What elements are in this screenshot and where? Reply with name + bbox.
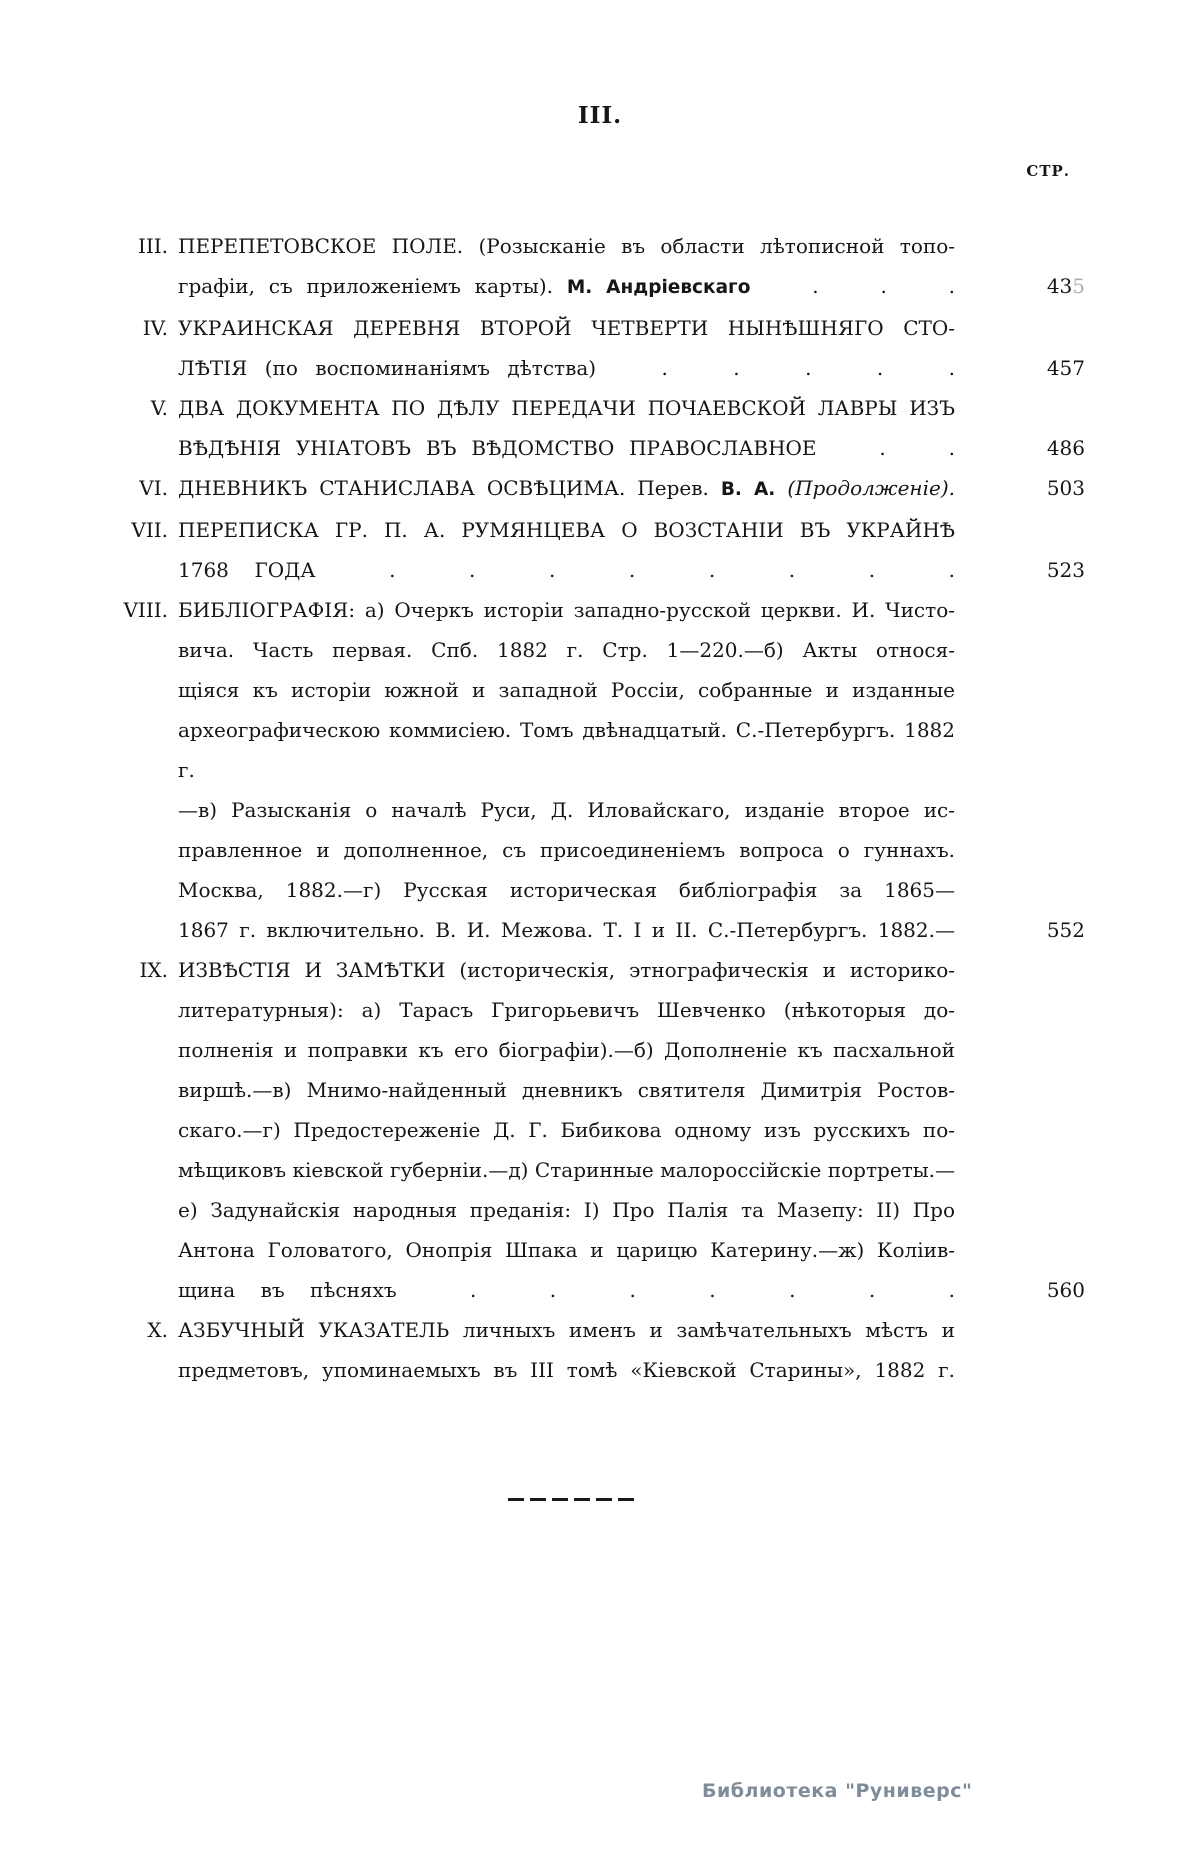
dot-leader: . . . xyxy=(750,274,955,298)
toc-entry xyxy=(118,468,1085,510)
toc-line xyxy=(178,388,1085,428)
entry-number: IX. xyxy=(139,958,168,982)
line-text xyxy=(178,870,955,910)
text-run: —в) Разысканія о началѣ Руси, Д. Иловайскаго, изданіе второе ис- xyxy=(178,798,955,822)
toc-line xyxy=(178,1030,1085,1070)
line-text xyxy=(178,468,955,510)
line-text xyxy=(178,266,955,308)
dot-leader: . . . . . xyxy=(596,356,955,380)
entry-number: VII. xyxy=(131,518,168,542)
line-text xyxy=(178,1230,955,1270)
toc-entry xyxy=(118,590,1085,950)
toc-line xyxy=(178,630,1085,670)
toc-line xyxy=(178,428,1085,468)
toc-line xyxy=(178,510,1085,550)
text-run: ДВА ДОКУМЕНТА ПО ДѢЛУ ПЕРЕДАЧИ ПОЧАЕВСКОЙ ЛАВРЫ ИЗЪ xyxy=(178,396,955,420)
toc-line xyxy=(178,226,1085,266)
dot-leader: . . . . . . . . xyxy=(315,558,955,582)
text-run: ВѢДѢНІЯ УНІАТОВЪ ВЪ ВѢДОМСТВО ПРАВОСЛАВНОЕ xyxy=(178,436,817,460)
text-run xyxy=(775,476,787,500)
entry-number: VI. xyxy=(139,476,168,500)
toc-line xyxy=(178,1070,1085,1110)
entry-number: III. xyxy=(137,234,168,258)
line-text xyxy=(178,630,955,670)
toc-line xyxy=(178,348,1085,388)
toc-entry xyxy=(118,308,1085,388)
page-number: 486 xyxy=(1046,436,1085,460)
toc-line xyxy=(178,308,1085,348)
page-number-heading: III. xyxy=(577,102,623,129)
toc-line xyxy=(178,710,1085,790)
toc-entry xyxy=(118,510,1085,590)
entry-number: V. xyxy=(150,396,168,420)
line-text xyxy=(178,226,955,266)
toc-line xyxy=(178,1230,1085,1270)
text-run: виршѣ.—в) Мнимо-найденный дневникъ святителя Димитрія Ростов- xyxy=(178,1078,955,1102)
text-run: мѣщиковъ кіевской губерніи.—д) Старинные малороссійскіе портреты.— xyxy=(178,1158,955,1182)
entry-number: X. xyxy=(147,1318,168,1342)
text-run: 1768 ГОДА xyxy=(178,558,316,582)
text-run: Москва, 1882.—г) Русская историческая библіографія за 1865— xyxy=(178,878,955,902)
text-run: ДНЕВНИКЪ СТАНИСЛАВА ОСВѢЦИМА. Перев. xyxy=(178,476,721,500)
text-run: ЛѢТІЯ (по воспоминаніямъ дѣтства) xyxy=(178,356,597,380)
text-run: БИБЛІОГРАФІЯ: а) Очеркъ исторіи западно-русской церкви. И. Чисто- xyxy=(178,598,955,622)
toc-entry xyxy=(118,388,1085,468)
line-text xyxy=(178,1110,955,1150)
line-text xyxy=(178,1150,955,1190)
dot-leader: . . xyxy=(816,436,955,460)
line-text xyxy=(178,1030,955,1070)
text-run: литературныя): а) Тарасъ Григорьевичъ Шевченко (нѣкоторыя до- xyxy=(178,998,955,1022)
text-run: УКРАИНСКАЯ ДЕРЕВНЯ ВТОРОЙ ЧЕТВЕРТИ НЫНѢШНЯГО СТО- xyxy=(178,316,955,340)
toc-entry xyxy=(118,950,1085,1310)
page-number-main: 43 xyxy=(1046,274,1073,298)
line-text xyxy=(178,348,955,388)
text-run: ПЕРЕПЕТОВСКОЕ ПОЛЕ. (Розысканіе въ области лѣтописной топо- xyxy=(178,234,955,258)
line-text xyxy=(178,550,955,590)
toc-line xyxy=(178,830,1085,870)
line-text xyxy=(178,1350,955,1390)
page-number: 552 xyxy=(1046,918,1085,942)
italic-run: (Продолженіе). xyxy=(787,476,955,500)
line-text xyxy=(178,590,955,630)
toc-line xyxy=(178,1270,1085,1310)
page-number: 457 xyxy=(1046,356,1085,380)
dot-leader: . . . . . . . xyxy=(396,1278,955,1302)
line-text xyxy=(178,910,955,950)
entry-number: IV. xyxy=(142,316,168,340)
toc-entry xyxy=(118,226,1085,308)
page-number-faint-digit: 5 xyxy=(1072,274,1085,298)
toc-line xyxy=(178,550,1085,590)
line-text xyxy=(178,1190,955,1230)
toc-entry xyxy=(118,1310,1085,1390)
line-text xyxy=(178,308,955,348)
separator-rule xyxy=(508,1498,634,1501)
table-of-contents xyxy=(118,226,1085,1390)
text-run: вича. Часть первая. Спб. 1882 г. Стр. 1—220.—б) Акты относя- xyxy=(178,638,955,662)
toc-line xyxy=(178,990,1085,1030)
line-text xyxy=(178,510,955,550)
line-text xyxy=(178,1310,955,1350)
line-text xyxy=(178,950,955,990)
bold-run: В. А. xyxy=(720,479,776,500)
toc-line xyxy=(178,1150,1085,1190)
line-text xyxy=(178,790,955,830)
text-run: археографическою коммисіею. Томъ двѣнадцатый. С.-Петербургъ. 1882 г. xyxy=(178,718,955,782)
text-run: е) Задунайскія народныя преданія: І) Про Палія та Мазепу: ІІ) Про xyxy=(178,1198,955,1222)
line-text xyxy=(178,990,955,1030)
page-number: 560 xyxy=(1046,1278,1085,1302)
toc-line xyxy=(178,790,1085,830)
line-text xyxy=(178,388,955,428)
page-number xyxy=(1047,266,1085,306)
line-text xyxy=(178,710,955,790)
text-run: графіи, съ приложеніемъ карты). xyxy=(178,274,567,298)
text-run: Антона Головатого, Онопрія Шпака и царицю Катерину.—ж) Коліив- xyxy=(178,1238,955,1262)
line-text xyxy=(178,670,955,710)
text-run: правленное и дополненное, съ присоединеніемъ вопроса о гуннахъ. xyxy=(178,838,955,862)
text-run: полненія и поправки къ его біографіи).—б) Дополненіе къ пасхальной xyxy=(178,1038,955,1062)
line-text xyxy=(178,830,955,870)
text-run: ИЗВѢСТІЯ И ЗАМѢТКИ (историческія, этнографическія и историко- xyxy=(178,958,955,982)
toc-line xyxy=(178,910,1085,950)
line-text xyxy=(178,428,955,468)
library-watermark: Библиотека "Руниверс" xyxy=(702,1780,973,1802)
toc-line xyxy=(178,670,1085,710)
text-run: 1867 г. включительно. В. И. Межова. Т. I и II. С.-Петербургъ. 1882.— xyxy=(178,918,955,942)
toc-line xyxy=(178,1310,1085,1350)
text-run: щіяся къ исторіи южной и западной Россіи, собранные и изданные xyxy=(178,678,955,702)
toc-line xyxy=(178,1350,1085,1390)
toc-line xyxy=(178,266,1085,308)
toc-line xyxy=(178,1190,1085,1230)
text-run: предметовъ, упоминаемыхъ въ III томѣ «Кіевской Старины», 1882 г. xyxy=(178,1358,955,1382)
entry-number: VIII. xyxy=(123,598,168,622)
line-text xyxy=(178,1270,955,1310)
toc-line xyxy=(178,950,1085,990)
text-run: АЗБУЧНЫЙ УКАЗАТЕЛЬ личныхъ именъ и замѣчательныхъ мѣстъ и xyxy=(178,1318,955,1342)
text-run: скаго.—г) Предостереженіе Д. Г. Бибикова одному изъ русскихъ по- xyxy=(178,1118,955,1142)
text-run: щина въ пѣсняхъ xyxy=(178,1278,397,1302)
toc-line xyxy=(178,468,1085,510)
page-column-header: СТР. xyxy=(1026,162,1070,180)
page-number: 523 xyxy=(1046,558,1085,582)
line-text xyxy=(178,1070,955,1110)
bold-run: М. Андріевскаго xyxy=(566,277,751,298)
toc-line xyxy=(178,870,1085,910)
page-number: 503 xyxy=(1046,476,1085,500)
toc-line xyxy=(178,590,1085,630)
text-run: ПЕРЕПИСКА ГР. П. А. РУМЯНЦЕВА О ВОЗСТАНІИ ВЪ УКРАЙНѢ xyxy=(178,518,955,542)
toc-line xyxy=(178,1110,1085,1150)
